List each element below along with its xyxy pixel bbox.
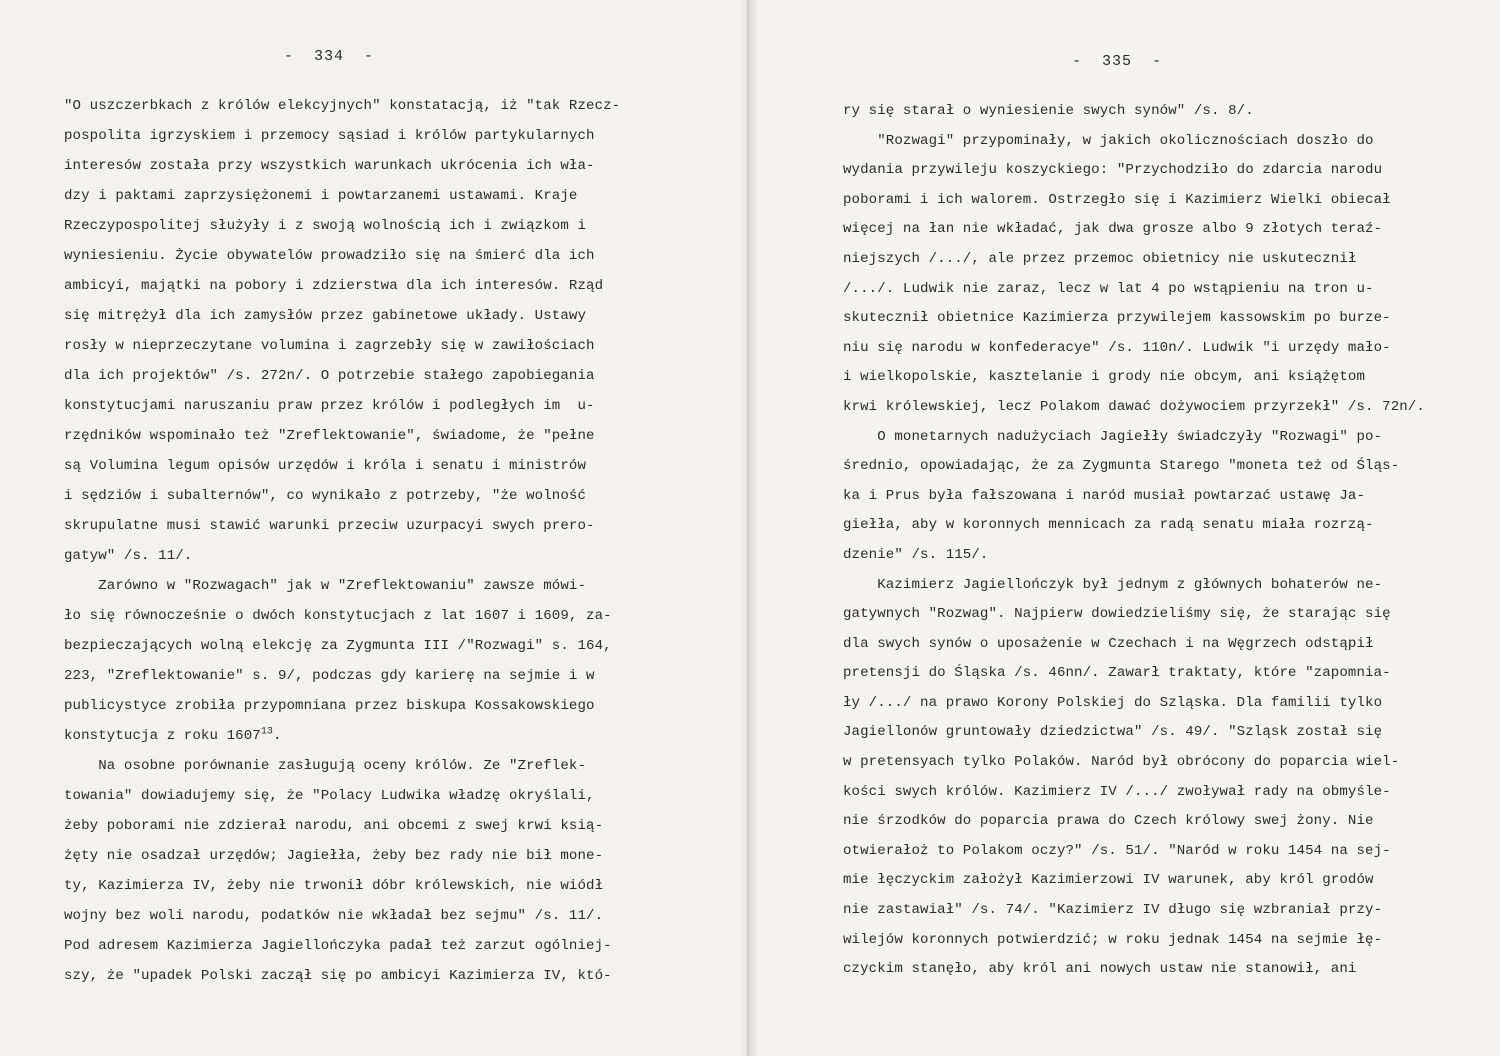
text-line	[843, 275, 1425, 305]
text-line	[64, 691, 620, 721]
text-line-content: średnio, opowiadając, że za Zygmunta Starego "moneta też od Śląs-	[843, 458, 1400, 475]
text-body	[843, 97, 1425, 985]
text-line-content: wyniesieniu. Życie obywatelów prowadziło się na śmierć dla ich	[64, 248, 595, 264]
text-line	[64, 451, 620, 481]
text-line-content: niejszych /.../, ale przez przemoc obietnicy nie uskutecznił	[843, 250, 1357, 267]
text-line-content: Rzeczypospolitej służyły i z swoją wolnością ich i związkom i	[64, 218, 587, 234]
text-line-content: wojny bez woli narodu, podatków nie wkładał bez sejmu" /s. 11/.	[64, 908, 604, 924]
text-line-content: towania" dowiadujemy się, że "Polacy Ludwika władzę okryślali,	[64, 788, 595, 804]
text-line	[843, 363, 1425, 393]
text-line	[843, 511, 1425, 541]
text-line	[64, 901, 620, 931]
text-line-content: i wielkopolskie, kasztelanie i grody nie obcym, ani książętom	[843, 369, 1366, 386]
text-line	[64, 391, 620, 421]
text-line	[64, 601, 620, 631]
text-line-content: nie śrzodków do poparcia prawa do Czech królowy swej żony. Nie	[843, 813, 1374, 830]
text-line	[843, 541, 1425, 571]
text-line-content: pospolita igrzyskiem i przemocy sąsiad i królów partykularnych	[64, 128, 595, 144]
text-line-content: konstytucjami naruszaniu praw przez królów i podległych im u-	[64, 398, 595, 414]
text-line-content: są Volumina legum opisów urzędów i króla i senatu i ministrów	[64, 458, 587, 474]
text-line	[64, 331, 620, 361]
text-line	[64, 361, 620, 391]
text-line	[64, 301, 620, 331]
text-line-content: poborami i ich walorem. Ostrzegło się i Kazimierz Wielki obiecał	[843, 191, 1391, 208]
text-line	[843, 926, 1425, 956]
text-line-content: kości swych królów. Kazimierz IV /.../ zwoływał rady na obmyśle-	[843, 783, 1391, 800]
text-line	[64, 481, 620, 511]
text-line	[64, 631, 620, 661]
text-line	[843, 156, 1425, 186]
text-line	[843, 482, 1425, 512]
text-line	[843, 778, 1425, 808]
footnote-reference: 13	[260, 726, 274, 738]
text-line-content: pretensji do Śląska /s. 46nn/. Zawarł traktaty, które "zapomnia-	[843, 665, 1391, 682]
text-line-content: ty, Kazimierza IV, żeby nie trwonił dóbr królewskich, nie wiódł	[64, 878, 604, 894]
text-line-content: żeby poborami nie zdzierał narodu, ani obcemi z swej krwi ksią-	[64, 818, 604, 834]
text-line	[64, 871, 620, 901]
footnote-line-tail: .	[273, 728, 282, 744]
text-line	[843, 423, 1425, 453]
text-line-content: Kazimierz Jagiellończyk był jednym z głównych bohaterów ne-	[843, 576, 1383, 593]
text-line-content: nie zastawiał" /s. 74/. "Kazimierz IV długo się wzbraniał przy-	[843, 902, 1383, 919]
text-line	[64, 961, 620, 991]
text-line-content: skrupulatne musi stawić warunki przeciw uzurpacyi swych prero-	[64, 518, 595, 534]
text-line	[843, 807, 1425, 837]
text-line-content: więcej na łan nie wkładać, jak dwa grosze albo 9 złotych teraź-	[843, 221, 1383, 238]
text-line-content: rzędników wspominało też "Zreflektowanie", świadome, że "pełne	[64, 428, 595, 444]
text-line	[843, 334, 1425, 364]
text-line	[843, 837, 1425, 867]
text-line-content: bezpieczających wolną elekcję za Zygmunta III /"Rozwagi" s. 164,	[64, 638, 612, 654]
text-line-content: gatywnych "Rozwag". Najpierw dowiedzieliśmy się, że starając się	[843, 606, 1391, 623]
text-line	[843, 630, 1425, 660]
text-line-content: wilejów koronnych potwierdzić; w roku jednak 1454 na sejmie łę-	[843, 931, 1383, 948]
right-page	[750, 0, 1500, 1056]
text-line-content: ambicyi, majątki na pobory i zdzierstwa dla ich interesów. Rząd	[64, 278, 604, 294]
text-line-content: ka i Prus była fałszowana i naród musiał powtarzać ustawę Ja-	[843, 487, 1366, 504]
text-line-content: otwierałoż to Polakom oczy?" /s. 51/. "Naród w roku 1454 na sej-	[843, 842, 1391, 859]
left-page	[0, 0, 748, 1056]
text-line-content: Jagiellonów gruntowały dziedzictwa" /s. 49/. "Szląsk został się	[843, 724, 1383, 741]
text-line	[843, 866, 1425, 896]
text-line-content: /.../. Ludwik nie zaraz, lecz w lat 4 po wstąpieniu na tron u-	[843, 280, 1374, 297]
page-number: - 334 -	[284, 48, 375, 65]
text-line	[64, 121, 620, 151]
text-line	[64, 841, 620, 871]
text-line	[64, 421, 620, 451]
text-line-content: gatyw" /s. 11/.	[64, 548, 193, 564]
text-line-content: mie łęczyckim założył Kazimierzowi IV warunek, aby król grodów	[843, 872, 1374, 889]
text-line-content: Na osobne porównanie zasługują oceny królów. Ze "Zreflek-	[64, 758, 587, 774]
text-line	[64, 271, 620, 301]
text-line-content: ły /.../ na prawo Korony Polskiej do Szląska. Dla familii tylko	[843, 694, 1383, 711]
page-number: - 335 -	[1072, 53, 1163, 70]
text-line	[64, 571, 620, 601]
text-line-content: "Rozwagi" przypominały, w jakich okolicznościach doszło do	[843, 132, 1374, 149]
text-line	[64, 91, 620, 121]
text-line	[843, 215, 1425, 245]
text-line-content: dzy i paktami zaprzysiężonemi i powtarzanemi ustawami. Kraje	[64, 188, 578, 204]
text-line	[64, 241, 620, 271]
text-line-content: ry się starał o wyniesienie swych synów" /s. 8/.	[843, 103, 1254, 119]
book-gutter	[740, 0, 760, 1056]
text-line	[843, 718, 1425, 748]
text-line	[64, 541, 620, 571]
text-line-content: 223, "Zreflektowanie" s. 9/, podczas gdy karierę na sejmie i w	[64, 668, 595, 684]
text-line-content: "O uszczerbkach z królów elekcyjnych" konstatacją, iż "tak Rzecz-	[64, 98, 621, 114]
text-line-content: wydania przywileju koszyckiego: "Przychodziło do zdarcia narodu	[843, 162, 1383, 179]
text-line	[64, 811, 620, 841]
text-line	[843, 600, 1425, 630]
text-line	[843, 393, 1425, 423]
text-line	[64, 151, 620, 181]
text-line-content: czyckim stanęło, aby król ani nowych ustaw nie stanowił, ani	[843, 961, 1357, 978]
text-line-content: szy, że "upadek Polski zaczął się po ambicyi Kazimierza IV, któ-	[64, 968, 612, 984]
text-line	[64, 721, 620, 751]
text-line	[843, 452, 1425, 482]
text-line-content: niu się narodu w konfederacye" /s. 110n/. Ludwik "i urzędy mało-	[843, 339, 1391, 356]
text-line	[64, 181, 620, 211]
text-line	[64, 751, 620, 781]
text-line	[843, 97, 1425, 127]
text-line	[64, 661, 620, 691]
text-line-content: O monetarnych nadużyciach Jagiełły świadczyły "Rozwagi" po-	[843, 428, 1383, 445]
text-line-content: Zarówno w "Rozwagach" jak w "Zreflektowaniu" zawsze mówi-	[64, 578, 587, 594]
text-body	[64, 91, 620, 991]
text-line-content: konstytucja z roku 1607	[64, 728, 261, 744]
text-line	[843, 955, 1425, 985]
text-line-content: i sędziów i subalternów", co wynikało z potrzeby, "że wolność	[64, 488, 587, 504]
text-line-content: żęty nie osadzał urzędów; Jagiełła, żeby bez rady nie bił mone-	[64, 848, 604, 864]
text-line	[64, 211, 620, 241]
text-line-content: dla ich projektów" /s. 272n/. O potrzebie stałego zapobiegania	[64, 368, 595, 384]
text-line-content: giełła, aby w koronnych mennicach za radą senatu miała rozrzą-	[843, 517, 1374, 534]
text-line-content: rosły w nieprzeczytane volumina i zagrzebły się w zawiłościach	[64, 338, 595, 354]
text-line-content: dla swych synów o uposażenie w Czechach i na Węgrzech odstąpił	[843, 635, 1374, 652]
text-line-content: się mitrężył dla ich zamysłów przez gabinetowe układy. Ustawy	[64, 308, 587, 324]
text-line	[64, 781, 620, 811]
text-line	[843, 571, 1425, 601]
text-line	[843, 186, 1425, 216]
text-line-content: Pod adresem Kazimierza Jagiellończyka padał też zarzut ogólniej-	[64, 938, 612, 954]
text-line-content: krwi królewskiej, lecz Polakom dawać dożywociem przyrzekł" /s. 72n/.	[843, 398, 1425, 415]
text-line-content: skutecznił obietnice Kazimierza przywilejem kassowskim po burze-	[843, 310, 1391, 327]
text-line-content: interesów została przy wszystkich warunkach ukrócenia ich wła-	[64, 158, 595, 174]
text-line	[843, 127, 1425, 157]
text-line	[843, 748, 1425, 778]
text-line	[64, 511, 620, 541]
text-line	[843, 304, 1425, 334]
text-line	[843, 689, 1425, 719]
text-line-content: publicystyce zrobiła przypomniana przez biskupa Kossakowskiego	[64, 698, 595, 714]
text-line	[843, 896, 1425, 926]
text-line-content: dzenie" /s. 115/.	[843, 546, 989, 563]
text-line	[843, 245, 1425, 275]
text-line-content: w pretensyach tylko Polaków. Naród był obrócony do poparcia wiel-	[843, 754, 1400, 771]
text-line	[843, 659, 1425, 689]
text-line-content: ło się równocześnie o dwóch konstytucjach z lat 1607 i 1609, za-	[64, 608, 612, 624]
text-line	[64, 931, 620, 961]
